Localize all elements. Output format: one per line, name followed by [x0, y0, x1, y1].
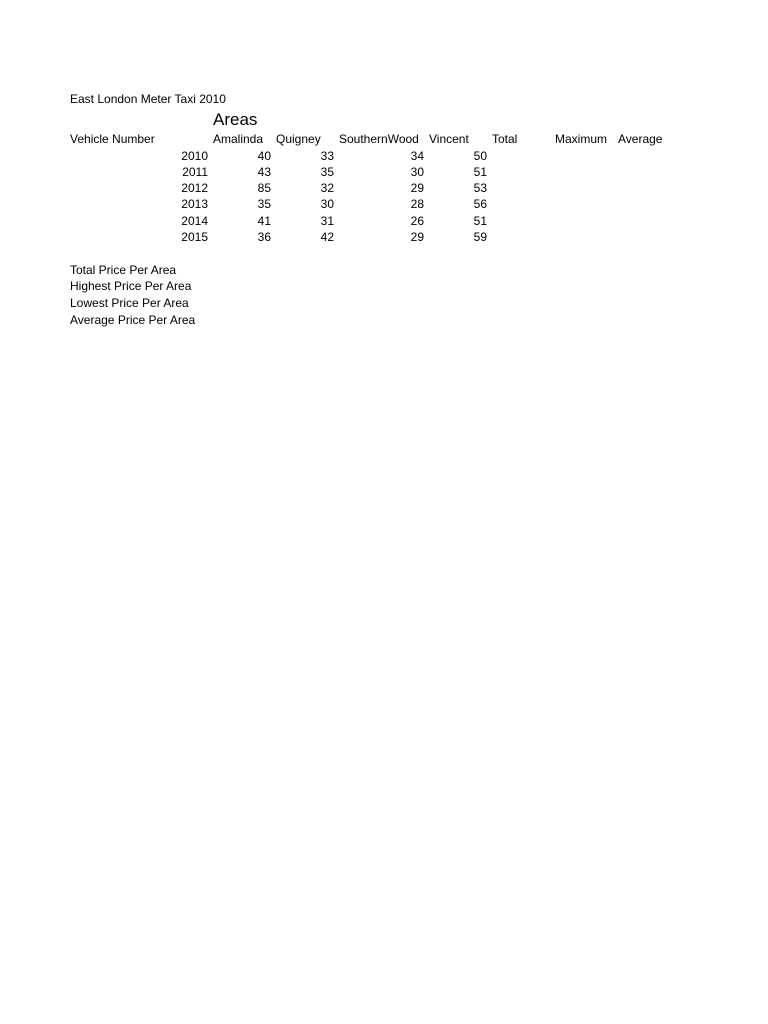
cell-southernwood: 28 — [410, 197, 424, 211]
cell-amalinda: 85 — [257, 181, 271, 195]
cell-amalinda: 43 — [257, 165, 271, 179]
row-year: 2014 — [181, 214, 208, 228]
cell-amalinda: 41 — [257, 214, 271, 228]
cell-amalinda: 35 — [257, 197, 271, 211]
cell-southernwood: 30 — [410, 165, 424, 179]
summary-average-label: Average Price Per Area — [70, 313, 196, 327]
summary-highest-label: Highest Price Per Area — [70, 279, 192, 293]
summary-lowest-label: Lowest Price Per Area — [70, 296, 189, 310]
cell-quigney: 31 — [320, 214, 334, 228]
cell-southernwood: 29 — [410, 181, 424, 195]
cell-quigney: 33 — [320, 149, 334, 163]
summary-total-label: Total Price Per Area — [70, 263, 177, 277]
cell-amalinda: 36 — [257, 230, 271, 244]
cell-quigney: 42 — [320, 230, 334, 244]
vehicle-number-header: Vehicle Number — [70, 132, 155, 146]
cell-amalinda: 40 — [257, 149, 271, 163]
cell-southernwood: 26 — [410, 214, 424, 228]
row-year: 2015 — [181, 230, 208, 244]
column-header-maximum: Maximum — [555, 132, 608, 146]
cell-vincent: 51 — [473, 214, 487, 228]
row-year: 2012 — [181, 181, 208, 195]
cell-vincent: 50 — [473, 149, 487, 163]
cell-vincent: 53 — [473, 181, 487, 195]
cell-southernwood: 29 — [410, 230, 424, 244]
column-header-vincent: Vincent — [429, 132, 469, 146]
column-header-average: Average — [618, 132, 663, 146]
row-year: 2013 — [181, 197, 208, 211]
column-header-amalinda: Amalinda — [213, 132, 264, 146]
cell-quigney: 30 — [320, 197, 334, 211]
column-header-total: Total — [492, 132, 518, 146]
cell-quigney: 32 — [320, 181, 334, 195]
cell-quigney: 35 — [320, 165, 334, 179]
column-header-quigney: Quigney — [276, 132, 321, 146]
cell-vincent: 56 — [473, 197, 487, 211]
row-year: 2010 — [181, 149, 208, 163]
cell-vincent: 51 — [473, 165, 487, 179]
sheet-title: East London Meter Taxi 2010 — [70, 92, 226, 106]
row-year: 2011 — [182, 165, 208, 179]
areas-group-header: Areas — [213, 110, 258, 129]
column-header-southernwood: SouthernWood — [339, 132, 419, 146]
cell-southernwood: 34 — [410, 149, 424, 163]
cell-vincent: 59 — [473, 230, 487, 244]
